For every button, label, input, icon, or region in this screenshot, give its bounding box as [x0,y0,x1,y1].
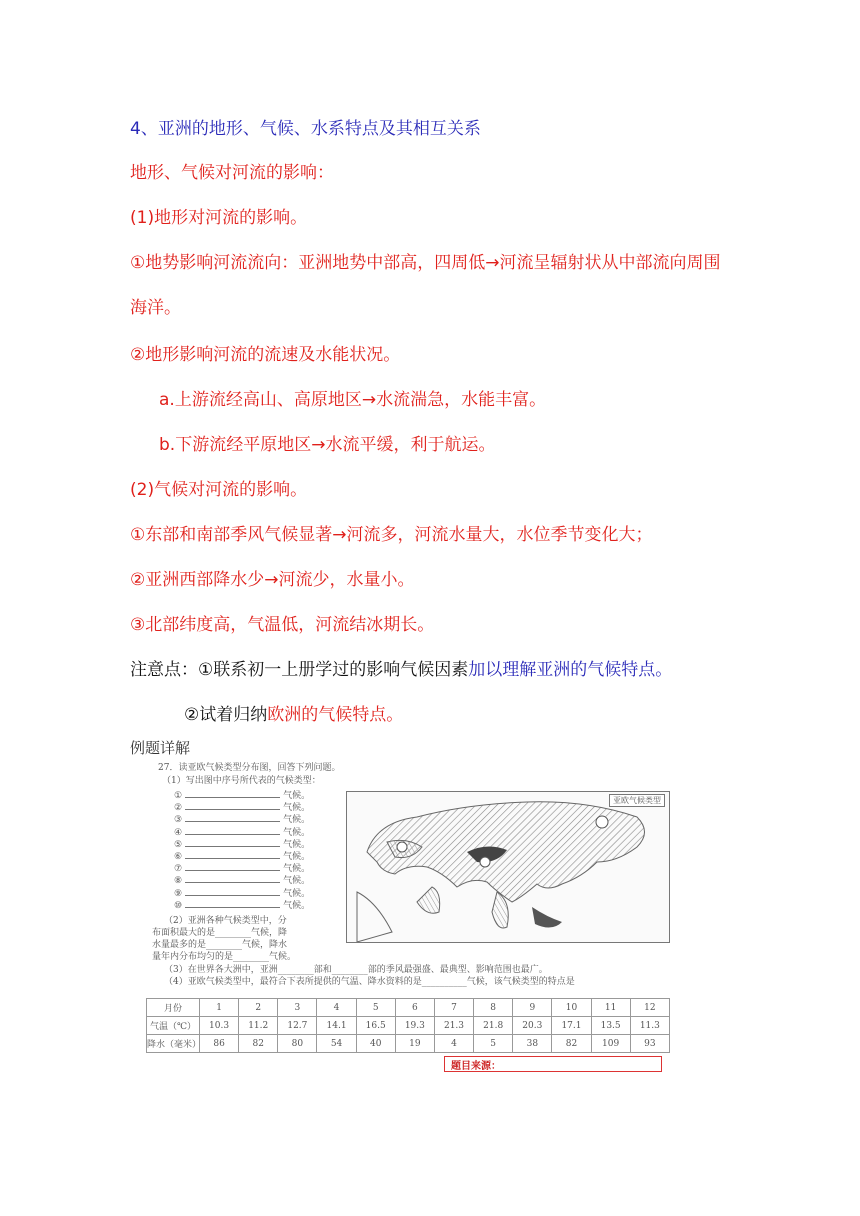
answer-item [174,812,310,825]
answer-blank [185,874,280,883]
table-cell: 4 [434,1035,473,1053]
table-cell: 5 [356,999,395,1017]
item-number: ⑤ [174,839,183,850]
answer-item [174,788,310,801]
table-cell: 9 [513,999,552,1017]
question-2-line: 量年内分布均匀的是________气候。 [152,952,297,962]
item-suffix: 气候。 [283,876,311,887]
table-cell: 14.1 [317,1017,356,1035]
table-cell: 4 [317,999,356,1017]
item-suffix: 气候。 [283,888,311,899]
climate-map [346,791,670,943]
answer-item [174,861,310,874]
section-heading: 4、亚洲的地形、气候、水系特点及其相互关系 [130,119,481,139]
row-label: 气温（℃） [147,1017,200,1035]
item-number: ⑦ [174,864,183,875]
row-label: 月份 [147,999,200,1017]
answer-item [174,849,310,862]
question-27: 27．读亚欧气候类型分布图，回答下列问题。 [158,763,341,773]
row-label: 降水（毫米） [147,1035,200,1053]
item-number: ③ [174,815,183,826]
table-cell: 10 [552,999,591,1017]
answer-blank [185,899,280,908]
table-cell: 11.3 [630,1017,669,1035]
table-row [147,1035,670,1053]
source-box: 题目来源： [444,1056,662,1072]
text-line: 地形、气候对河流的影响： [130,163,334,183]
item-number: ① [174,791,183,801]
answer-blank [185,887,280,896]
table-cell: 109 [591,1035,630,1053]
text-line: ①东部和南部季风气候显著→河流多，河流水量大，水位季节变化大； [130,525,653,545]
climate-table [146,998,670,1053]
item-number: ⑩ [174,900,183,911]
example-heading: 例题详解 [130,739,191,757]
table-cell: 6 [395,999,434,1017]
answer-blank [185,826,280,835]
table-cell: 3 [278,999,317,1017]
table-cell: 19 [395,1035,434,1053]
item-number: ⑧ [174,876,183,887]
table-cell: 12 [630,999,669,1017]
note-line [130,659,672,681]
table-cell: 54 [317,1035,356,1053]
text-line: ②地形影响河流的流速及水能状况。 [130,345,401,365]
note-line-2 [184,704,403,726]
table-cell: 11.2 [239,1017,278,1035]
answer-blank [185,862,280,871]
table-cell: 86 [200,1035,239,1053]
item-suffix: 气候。 [283,803,311,814]
text-line: (2)气候对河流的影响。 [130,480,308,500]
answer-item [174,898,310,911]
note-highlight: 欧洲的气候特点。 [267,705,404,725]
item-suffix: 气候。 [283,900,311,911]
table-cell: 80 [278,1035,317,1053]
table-cell: 16.5 [356,1017,395,1035]
asia-europe-map-icon [347,792,669,942]
item-number: ② [174,803,183,814]
note-text: 注意点：①联系初一上册学过的影响气候因素 [130,660,469,680]
item-suffix: 气候。 [283,839,311,850]
table-cell: 93 [630,1035,669,1053]
question-2-line: 水量最多的是________气候，降水 [152,940,288,950]
map-title: 亚欧气候类型 [609,794,665,807]
table-cell: 19.3 [395,1017,434,1035]
item-number: ⑨ [174,888,183,899]
text-line: ①地势影响河流流向：亚洲地势中部高，四周低→河流呈辐射状从中部流向周围 [130,253,721,273]
note-text: ②试着归纳 [184,705,268,725]
question-2-line: （2）亚洲各种气候类型中，分 [164,916,287,926]
table-cell: 11 [591,999,630,1017]
table-cell: 8 [474,999,513,1017]
table-cell: 21.8 [474,1017,513,1035]
table-cell: 20.3 [513,1017,552,1035]
text-line: (1)地形对河流的影响。 [130,208,308,228]
text-line: ②亚洲西部降水少→河流少，水量小。 [130,570,415,590]
answer-blank [185,850,280,859]
item-suffix: 气候。 [283,827,311,838]
table-row [147,1017,670,1035]
text-line: ③北部纬度高，气温低，河流结冰期长。 [130,615,435,635]
table-cell: 82 [239,1035,278,1053]
answer-blank [185,813,280,822]
table-cell: 2 [239,999,278,1017]
item-suffix: 气候。 [283,864,311,875]
table-cell: 17.1 [552,1017,591,1035]
table-cell: 21.3 [434,1017,473,1035]
item-number: ⑥ [174,852,183,862]
answer-blank [185,789,280,798]
text-line: b.下游流经平原地区→水流平缓，利于航运。 [159,435,496,455]
note-highlight: 加以理解亚洲的气候特点。 [468,660,673,680]
question-3: （3）在世界各大洲中，亚洲________部和________部的季风最强盛、最典型、影响范围也最广。 [164,965,548,975]
answer-item [174,886,310,899]
answer-item [174,800,310,813]
table-row [147,999,670,1017]
answer-item [174,873,310,886]
answer-blank [185,838,280,847]
item-number: ④ [174,827,183,838]
table-cell: 1 [200,999,239,1017]
table-cell: 12.7 [278,1017,317,1035]
text-line: a.上游流经高山、高原地区→水流湍急，水能丰富。 [159,390,547,410]
table-cell: 5 [474,1035,513,1053]
item-suffix: 气候。 [283,791,311,801]
question-2-line: 布面积最大的是________气候，降 [152,928,288,938]
answer-item [174,837,310,850]
item-suffix: 气候。 [283,852,311,862]
table-cell: 13.5 [591,1017,630,1035]
table-cell: 40 [356,1035,395,1053]
answer-blank [185,801,280,810]
text-line: 海洋。 [130,298,181,318]
table-cell: 7 [434,999,473,1017]
table-cell: 38 [513,1035,552,1053]
table-cell: 82 [552,1035,591,1053]
item-suffix: 气候。 [283,815,311,826]
exercise-image [146,758,674,1070]
table-cell: 10.3 [200,1017,239,1035]
answer-item [174,825,310,838]
question-4: （4）亚欧气候类型中，最符合下表所提供的气温、降水资料的是__________气候，该气候类型的特点是 [164,977,575,987]
question-1: （1）写出图中序号所代表的气候类型： [162,776,321,786]
